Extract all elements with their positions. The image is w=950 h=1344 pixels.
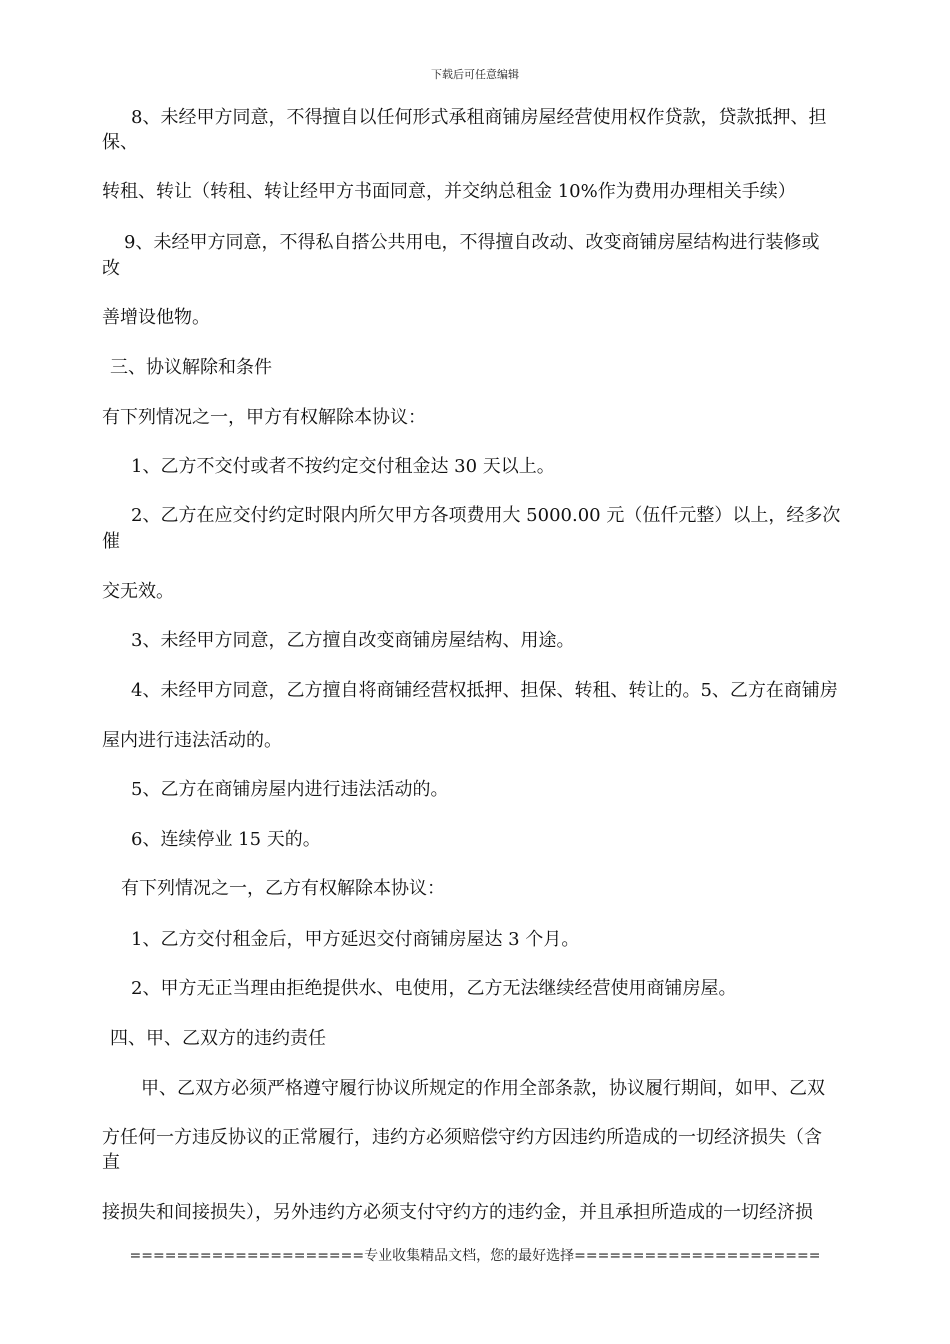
paragraph-line: 8、未经甲方同意，不得擅自以任何形式承租商铺房屋经营使用权作贷款，贷款抵押、担: [131, 107, 827, 128]
paragraph-line: 直: [102, 1152, 120, 1173]
paragraph-line: 屋内进行违法活动的。: [102, 730, 282, 751]
paragraph-line: 有下列情况之一，乙方有权解除本协议：: [121, 878, 445, 899]
paragraph-line: 接损失和间接损失），另外违约方必须支付守约方的违约金，并且承担所造成的一切经济损: [102, 1202, 813, 1223]
paragraph-line: 交无效。: [102, 581, 174, 602]
list-item: 1、乙方交付租金后，甲方延迟交付商铺房屋达 3 个月。: [131, 929, 580, 950]
section-heading: 四、甲、乙双方的违约责任: [110, 1028, 326, 1049]
list-item: 2、乙方在应交付约定时限内所欠甲方各项费用大 5000.00 元（伍仟元整）以上，经多次: [131, 505, 841, 526]
paragraph-line: 甲、乙双方必须严格遵守履行协议所规定的作用全部条款，协议履行期间，如甲、乙双: [141, 1078, 825, 1099]
paragraph-line: 方任何一方违反协议的正常履行，违约方必须赔偿守约方因违约所造成的一切经济损失（含: [102, 1127, 822, 1148]
paragraph-line: 9、未经甲方同意，不得私自搭公共用电，不得擅自改动、改变商铺房屋结构进行装修或: [124, 232, 820, 253]
paragraph-line: 改: [102, 258, 120, 279]
list-item: 6、连续停业 15 天的。: [131, 829, 321, 850]
paragraph-line: 保、: [102, 132, 138, 153]
list-item: 4、未经甲方同意，乙方擅自将商铺经营权抵押、担保、转租、转让的。5、乙方在商铺房: [131, 680, 838, 701]
list-item: 2、甲方无正当理由拒绝提供水、电使用，乙方无法继续经营使用商铺房屋。: [131, 978, 737, 999]
paragraph-line: 有下列情况之一，甲方有权解除本协议：: [102, 407, 426, 428]
page-header: 下载后可任意编辑: [431, 68, 519, 81]
section-heading: 三、协议解除和条件: [110, 357, 272, 378]
page-footer: ====================专业收集精品文档，您的最好选择=====================: [129, 1248, 821, 1264]
paragraph-line: 催: [102, 531, 120, 552]
list-item: 5、乙方在商铺房屋内进行违法活动的。: [131, 779, 449, 800]
list-item: 3、未经甲方同意，乙方擅自改变商铺房屋结构、用途。: [131, 630, 575, 651]
list-item: 1、乙方不交付或者不按约定交付租金达 30 天以上。: [131, 456, 555, 477]
paragraph-line: 善增设他物。: [102, 307, 210, 328]
paragraph-line: 转租、转让（转租、转让经甲方书面同意，并交纳总租金 10%作为费用办理相关手续）: [102, 181, 796, 202]
